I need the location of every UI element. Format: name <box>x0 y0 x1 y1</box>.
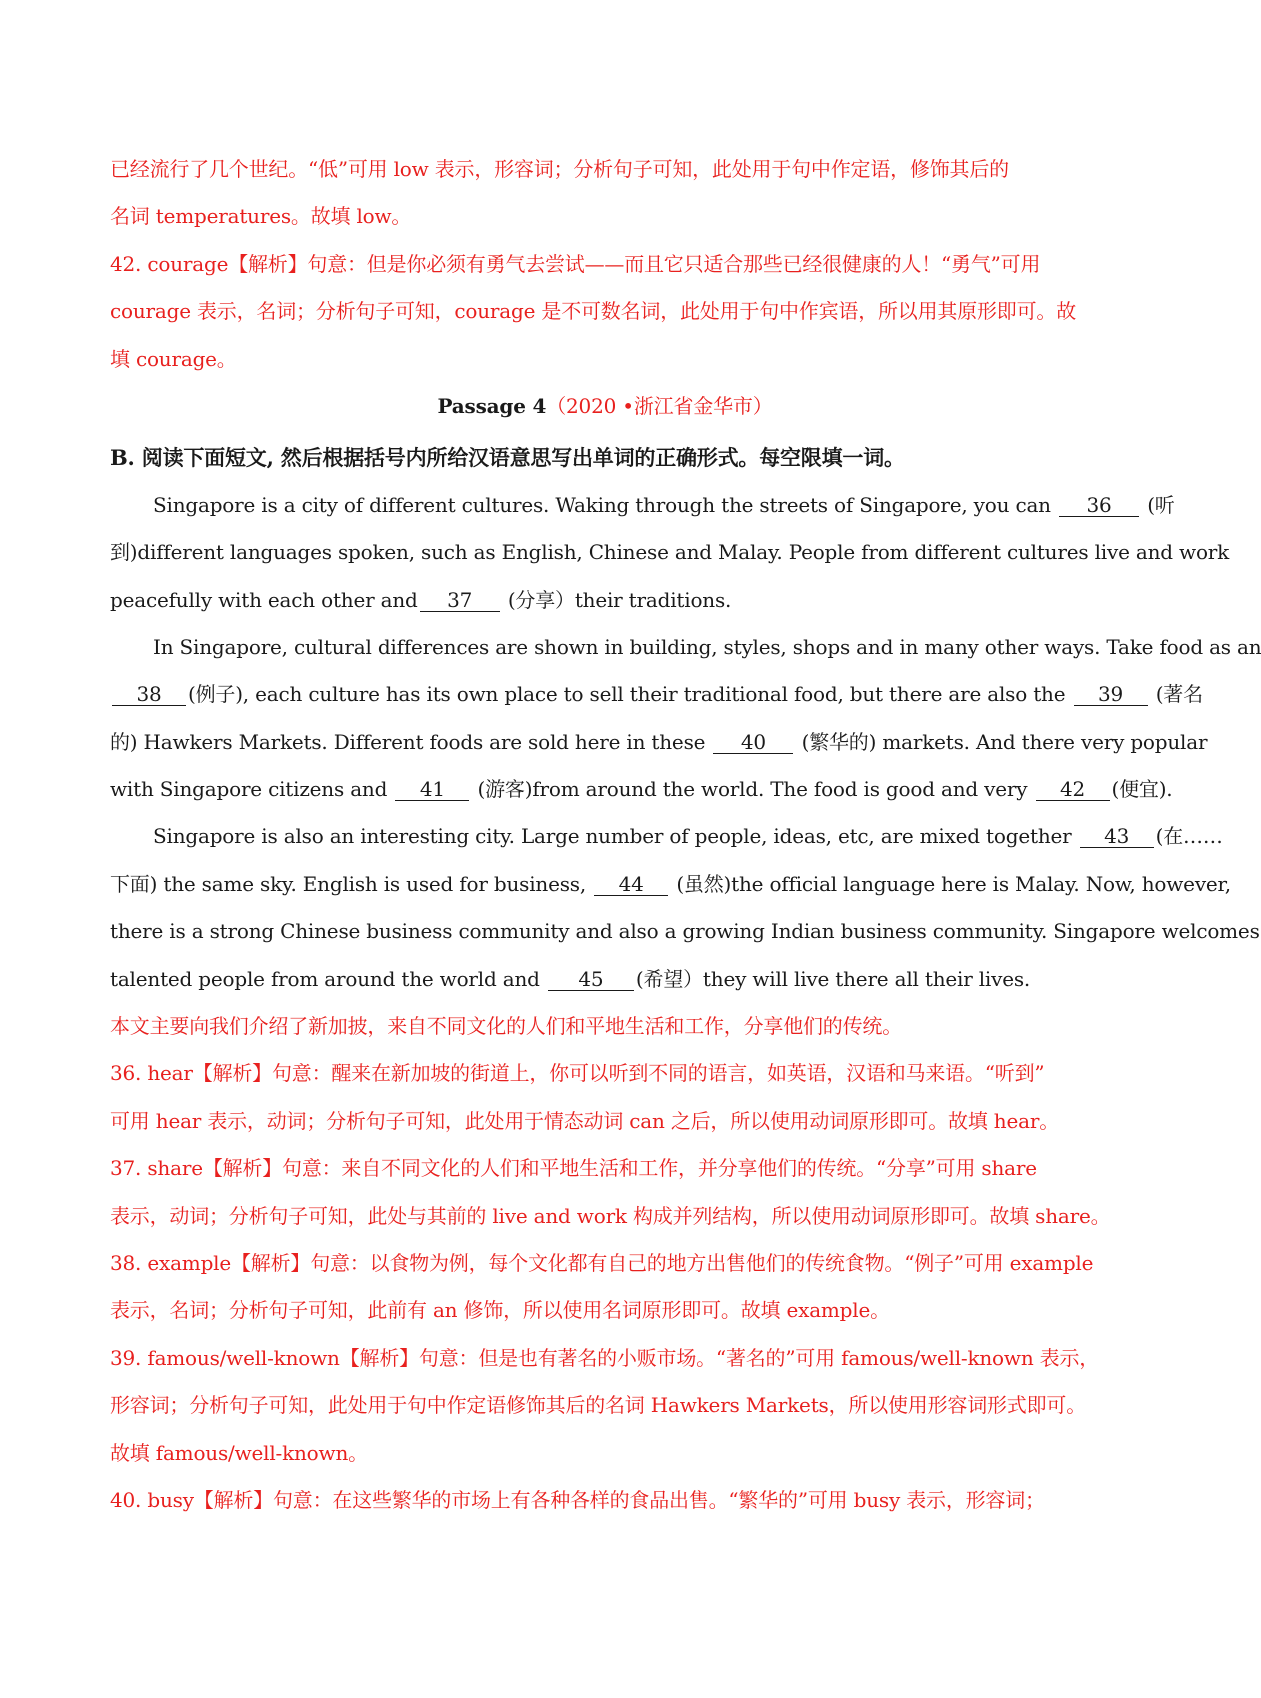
text-run: (便宜). <box>1111 777 1173 802</box>
passage-line: In Singapore, cultural differences are shown in building, styles, shops and in many other ways. Take food as an <box>153 634 1261 659</box>
passage-label: Passage 4 <box>437 393 547 418</box>
text-run: Singapore is a city of different cultures. Waking through the streets of Singapore, you can <box>153 492 1058 517</box>
answer-39-line: 形容词；分析句子可知，此处用于句中作定语修饰其后的名词 Hawkers Markets，所以使用形容词形式即可。 <box>110 1393 1086 1418</box>
answer-39-line: 39. famous/well-known【解析】句意：但是也有著名的小贩市场。“著名的”可用 famous/well-known 表示， <box>110 1345 1100 1370</box>
answer-line: 名词 temperatures。故填 low。 <box>110 204 412 229</box>
passage-line <box>110 577 1100 624</box>
text-run: talented people from around the world and <box>110 966 546 991</box>
text-run: 下面) the same sky. English is used for business, <box>110 871 593 896</box>
passage-body <box>110 482 1261 1003</box>
text-run: (例子), each culture has its own place to sell their traditional food, but there are also the <box>188 682 1072 707</box>
answer-38-line: 表示，名词；分析句子可知，此前有 an 修饰，所以使用名词原形即可。故填 example。 <box>110 1298 890 1323</box>
passage-line <box>110 861 1231 908</box>
blank-44[interactable]: 44 <box>594 873 668 896</box>
text-run: (虽然)the official language here is Malay. Now, however, <box>670 871 1231 896</box>
answers-top <box>110 146 1100 383</box>
answer-38-line: 38. example【解析】句意：以食物为例，每个文化都有自己的地方出售他们的传统食物。“例子”可用 example <box>110 1250 1094 1275</box>
answer-39-line: 故填 famous/well-known。 <box>110 1440 368 1465</box>
text-run: (希望）they will live there all their lives. <box>635 966 1031 991</box>
passage-source-close: ） <box>752 393 773 418</box>
blank-41[interactable]: 41 <box>395 778 469 801</box>
text-run: with Singapore citizens and <box>110 777 394 802</box>
passage-title <box>110 383 1100 430</box>
blank-38[interactable]: 38 <box>112 683 186 706</box>
passage-line <box>110 482 1175 529</box>
text-run: (在…… <box>1155 824 1223 849</box>
answer-42-line: courage 表示，名词；分析句子可知，courage 是不可数名词，此处用于句中作宾语，所以用其原形即可。故 <box>110 299 1077 324</box>
passage-line <box>110 813 1223 860</box>
answers-bottom <box>110 1003 1111 1524</box>
answer-42-line: 填 courage。 <box>110 346 237 371</box>
text-run: (游客)from around the world. The food is good and very <box>471 777 1034 802</box>
text-run: peacefully with each other and <box>110 587 418 612</box>
answer-36-line: 可用 hear 表示，动词；分析句子可知，此处用于情态动词 can 之后，所以使用动词原形即可。故填 hear。 <box>110 1108 1059 1133</box>
answer-40-line: 40. busy【解析】句意：在这些繁华的市场上有各种各样的食品出售。“繁华的”可用 busy 表示，形容词； <box>110 1487 1045 1512</box>
passage-source: 2020 •浙江省金华市 <box>566 393 753 418</box>
passage-line <box>110 766 1173 813</box>
blank-36[interactable]: 36 <box>1059 494 1139 517</box>
answer-36-line: 36. hear【解析】句意：醒来在新加坡的街道上，你可以听到不同的语言，如英语，汉语和马来语。“听到” <box>110 1061 1045 1086</box>
text-run: (听 <box>1141 492 1175 517</box>
answer-42-line: 42. courage【解析】句意：但是你必须有勇气去尝试——而且它只适合那些已经很健康的人！“勇气”可用 <box>110 251 1041 276</box>
text-run: 的) Hawkers Markets. Different foods are sold here in these <box>110 729 712 754</box>
answer-37-line: 37. share【解析】句意：来自不同文化的人们和平地生活和工作，并分享他们的传统。“分享”可用 share <box>110 1156 1037 1181</box>
summary-line: 本文主要向我们介绍了新加披，来自不同文化的人们和平地生活和工作，分享他们的传统。 <box>110 1014 902 1039</box>
section-heading: B. 阅读下面短文, 然后根据括号内所给汉语意思写出单词的正确形式。每空限填一词。 <box>110 445 905 471</box>
blank-37[interactable]: 37 <box>420 589 500 612</box>
blank-45[interactable]: 45 <box>548 968 634 991</box>
passage-source-open: （ <box>546 393 567 418</box>
blank-42[interactable]: 42 <box>1036 778 1110 801</box>
passage-line: 到)different languages spoken, such as English, Chinese and Malay. People from different cultures live and work <box>110 540 1230 565</box>
passage-line <box>110 719 1208 766</box>
passage-line: there is a strong Chinese business community and also a growing Indian business community. Singapore welcomes <box>110 919 1260 944</box>
blank-40[interactable]: 40 <box>713 731 793 754</box>
text-run: (繁华的) markets. And there very popular <box>795 729 1208 754</box>
passage-line <box>110 956 1100 1003</box>
document-page <box>110 146 1261 1524</box>
text-run: (分享）their traditions. <box>501 587 732 612</box>
answer-37-line: 表示，动词；分析句子可知，此处与其前的 live and work 构成并列结构，所以使用动词原形即可。故填 share。 <box>110 1203 1111 1228</box>
text-run: Singapore is also an interesting city. Large number of people, ideas, etc, are mixed together <box>153 824 1078 849</box>
answer-line: 已经流行了几个世纪。“低”可用 low 表示，形容词；分析句子可知，此处用于句中作定语，修饰其后的 <box>110 157 1009 181</box>
passage-line <box>110 671 1203 718</box>
text-run: (著名 <box>1149 682 1203 707</box>
blank-39[interactable]: 39 <box>1074 683 1148 706</box>
blank-43[interactable]: 43 <box>1080 825 1154 848</box>
